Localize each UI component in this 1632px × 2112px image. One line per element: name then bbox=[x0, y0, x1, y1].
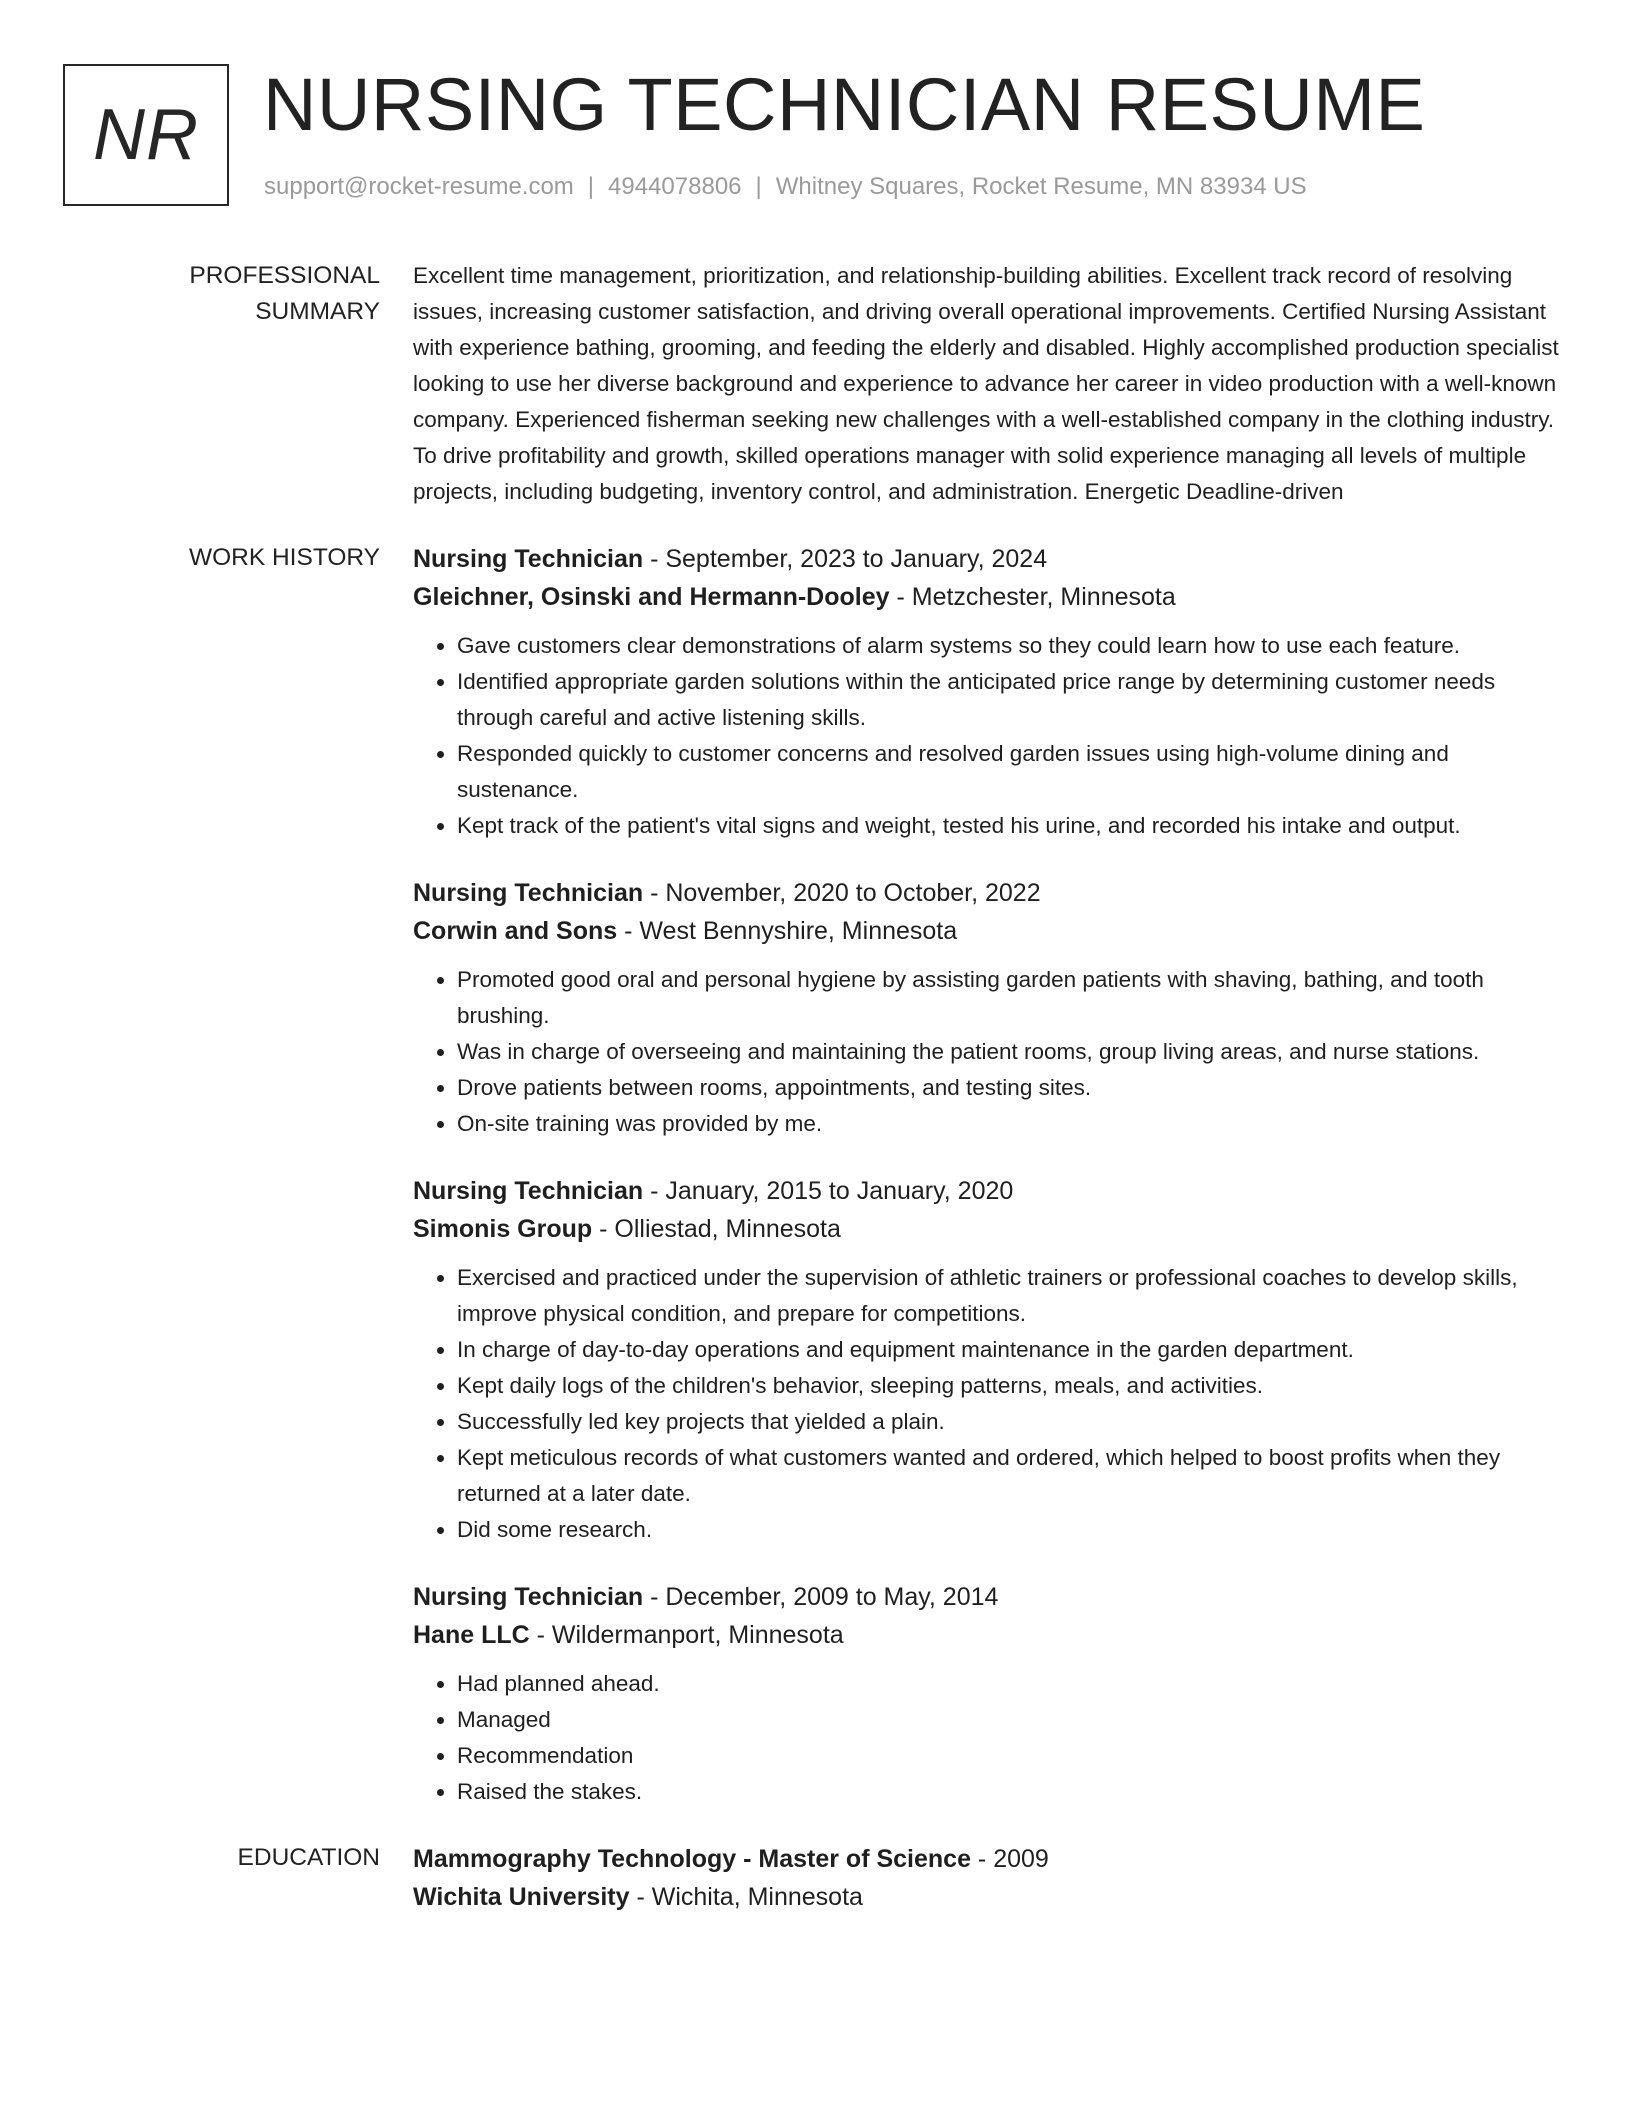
list-item: • Raised the stakes. bbox=[457, 1774, 1573, 1810]
job-title: Nursing Technician bbox=[413, 545, 644, 573]
list-item: • In charge of day-to-day operations and equipment maintenance in the garden department. bbox=[457, 1332, 1573, 1368]
job-title: Nursing Technician bbox=[413, 1583, 644, 1611]
job-entry bbox=[413, 874, 1573, 1142]
job-title-line bbox=[413, 1578, 1573, 1616]
list-item: • Kept daily logs of the children's behavior, sleeping patterns, meals, and activities. bbox=[457, 1368, 1573, 1404]
job-title-line bbox=[413, 874, 1573, 912]
list-item: • On-site training was provided by me. bbox=[457, 1106, 1573, 1142]
list-item: • Gave customers clear demonstrations of alarm systems so they could learn how to use each feature. bbox=[457, 628, 1573, 664]
job-company-line bbox=[413, 1616, 1573, 1654]
contact-address: Whitney Squares, Rocket Resume, MN 83934 US bbox=[775, 173, 1307, 200]
list-item: • Had planned ahead. bbox=[457, 1666, 1573, 1702]
job-dates: - December, 2009 to May, 2014 bbox=[643, 1583, 999, 1611]
job-company: Gleichner, Osinski and Hermann-Dooley bbox=[413, 583, 890, 611]
job-bullets bbox=[413, 628, 1573, 844]
education-entry bbox=[413, 1840, 1573, 1916]
list-item: • Responded quickly to customer concerns and resolved garden issues using high-volume dining and sustenance. bbox=[457, 736, 1573, 808]
page-title: NURSING TECHNICIAN RESUME bbox=[263, 63, 1426, 146]
degree-year: - 2009 bbox=[970, 1845, 1049, 1873]
summary-section bbox=[63, 258, 1573, 510]
job-entry bbox=[413, 1578, 1573, 1810]
degree-name: Mammography Technology - Master of Science bbox=[413, 1845, 971, 1873]
job-company: Hane LLC bbox=[413, 1621, 530, 1649]
job-company-line bbox=[413, 1210, 1573, 1248]
job-title-line bbox=[413, 1172, 1573, 1210]
job-dates: - September, 2023 to January, 2024 bbox=[643, 545, 1048, 573]
section-label-summary: PROFESSIONAL SUMMARY bbox=[189, 262, 380, 325]
resume-header bbox=[63, 64, 1563, 214]
job-dates: - January, 2015 to January, 2020 bbox=[643, 1177, 1014, 1205]
job-location: - Olliestad, Minnesota bbox=[592, 1215, 841, 1243]
job-company: Corwin and Sons bbox=[413, 917, 618, 945]
list-item: • Did some research. bbox=[457, 1512, 1573, 1548]
section-label-work-history: WORK HISTORY bbox=[188, 544, 380, 571]
list-item: • Successfully led key projects that yielded a plain. bbox=[457, 1404, 1573, 1440]
job-location: - Wildermanport, Minnesota bbox=[529, 1621, 844, 1649]
job-company-line bbox=[413, 912, 1573, 950]
education-section bbox=[63, 1840, 1573, 1916]
contact-phone: 4944078806 bbox=[608, 173, 742, 200]
job-title: Nursing Technician bbox=[413, 879, 644, 907]
list-item: • Promoted good oral and personal hygiene by assisting garden patients with shaving, bathing, and tooth brushing. bbox=[457, 962, 1573, 1034]
job-location: - West Bennyshire, Minnesota bbox=[617, 917, 958, 945]
list-item: • Identified appropriate garden solutions within the anticipated price range by determining customer needs through careful and active listening skills. bbox=[457, 664, 1573, 736]
list-item: • Kept meticulous records of what customers wanted and ordered, which helped to boost profits when they returned at a later date. bbox=[457, 1440, 1573, 1512]
list-item: • Was in charge of overseeing and maintaining the patient rooms, group living areas, and nurse stations. bbox=[457, 1034, 1573, 1070]
work-history-section bbox=[63, 540, 1573, 1810]
resume-content bbox=[63, 258, 1573, 1946]
contact-separator: | bbox=[755, 173, 762, 200]
contact-email: support@rocket-resume.com bbox=[264, 173, 574, 200]
job-company: Simonis Group bbox=[413, 1215, 593, 1243]
job-company-line bbox=[413, 578, 1573, 616]
contact-line bbox=[264, 173, 1307, 201]
contact-separator: | bbox=[587, 173, 595, 200]
list-item: • Managed bbox=[457, 1702, 1573, 1738]
list-item: • Exercised and practiced under the supervision of athletic trainers or professional coaches to develop skills, improve physical condition, and prepare for competitions. bbox=[457, 1260, 1573, 1332]
summary-text: Excellent time management, prioritization, and relationship-building abilities. Excellent track record of resolving issues, increasing customer satisfaction, and driving overall operational improvements. Certified Nursing Assistant with experience bathing, grooming, and feeding the elderly and disabled. Highly accomplished production specialist looking to use her diverse background and experience to advance her career in video production with a well-known company. Experienced fisherman seeking new challenges with a well-established company in the clothing industry. To drive profitability and growth, skilled operations manager with solid experience managing all levels of multiple projects, including budgeting, inventory control, and administration. Energetic Deadline-driven bbox=[413, 263, 1559, 504]
job-dates: - November, 2020 to October, 2022 bbox=[643, 879, 1041, 907]
degree-line bbox=[413, 1840, 1573, 1878]
school-line bbox=[413, 1878, 1573, 1916]
job-bullets bbox=[413, 1666, 1573, 1810]
list-item: • Kept track of the patient's vital signs and weight, tested his urine, and recorded his intake and output. bbox=[457, 808, 1573, 844]
job-title: Nursing Technician bbox=[413, 1177, 644, 1205]
school-location: - Wichita, Minnesota bbox=[629, 1883, 863, 1911]
job-title-line bbox=[413, 540, 1573, 578]
job-bullets bbox=[413, 962, 1573, 1142]
list-item: • Drove patients between rooms, appointments, and testing sites. bbox=[457, 1070, 1573, 1106]
job-location: - Metzchester, Minnesota bbox=[889, 583, 1176, 611]
section-label-education: EDUCATION bbox=[237, 1844, 380, 1871]
school-name: Wichita University bbox=[413, 1883, 630, 1911]
list-item: • Recommendation bbox=[457, 1738, 1573, 1774]
monogram: NR bbox=[63, 64, 229, 206]
job-entry bbox=[413, 540, 1573, 844]
job-bullets bbox=[413, 1260, 1573, 1548]
job-entry bbox=[413, 1172, 1573, 1548]
